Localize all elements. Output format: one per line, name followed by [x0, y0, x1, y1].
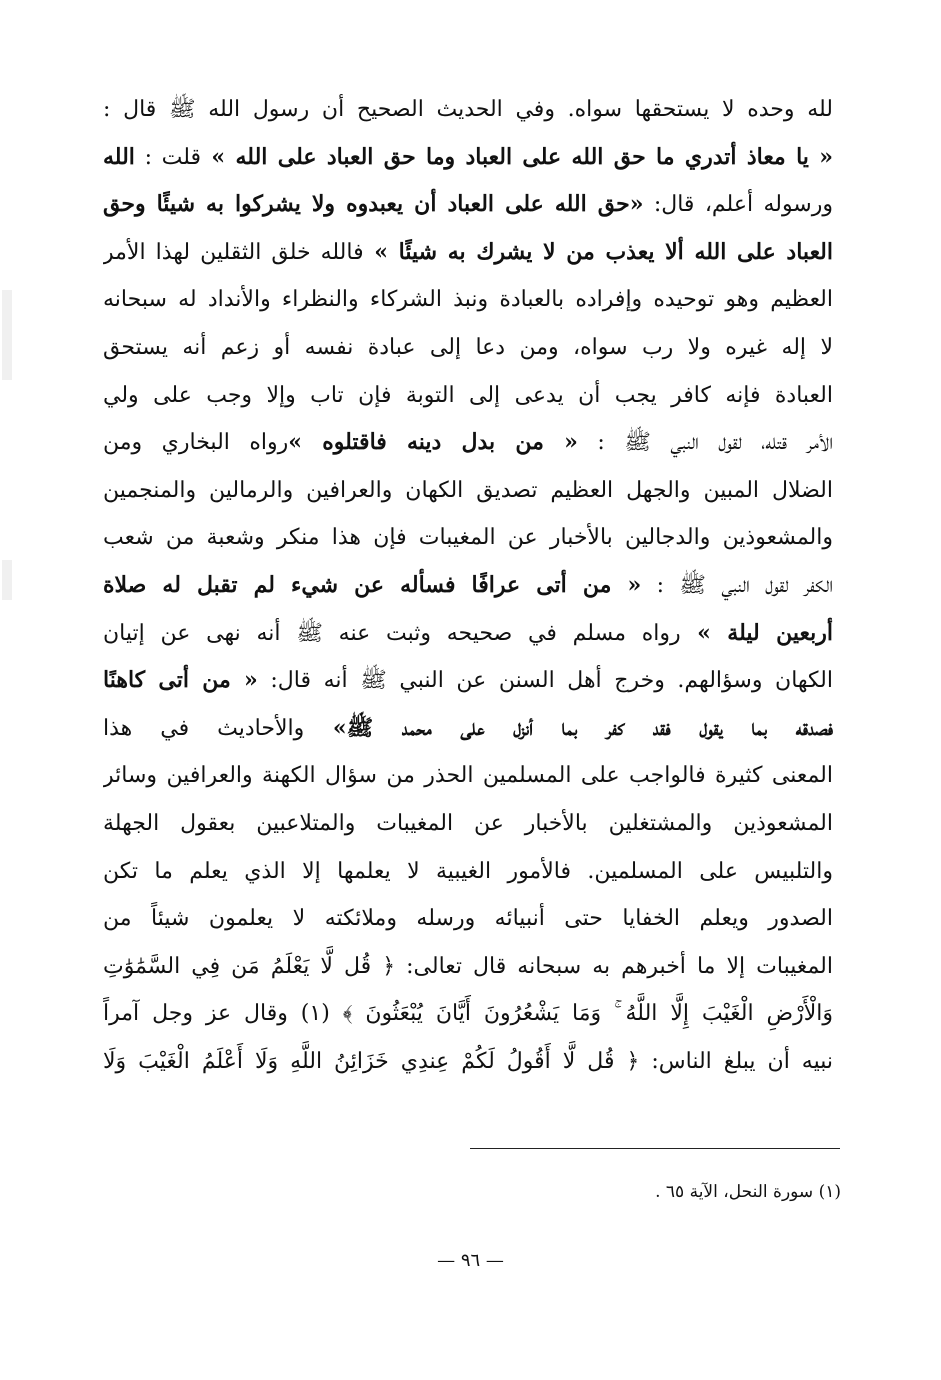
scan-edge-mark [2, 560, 12, 600]
text-segment: الضلال المبين والجهل العظيم تصديق الكهان والعرافين والرمالين والمنجمين [103, 477, 833, 503]
hadith-text: «حق الله على العباد أن يعبدوه ولا يشركوا به شيئًا وحق [103, 191, 644, 218]
text-segment: نبيه أن يبلغ الناس: ﴿ قُل لَّا أَقُولُ لَكُمْ عِندِي خَزَائِنُ اللَّهِ وَلَا أَعْلَمُ الْغَيْبَ وَلَا [103, 1048, 833, 1074]
hadith-text: العباد على الله ألا يعذب من لا يشرك به شيئًا » [363, 238, 833, 265]
text-segment: رواه البخاري ومن [103, 430, 289, 456]
text-segment: والمشعوذين والدجالين بالأخبار عن المغيبات فإن هذا منكر وشعبة من شعب [103, 525, 833, 551]
text-segment: والأحاديث في هذا [103, 715, 305, 741]
hadith-text: فصدقه بما يقول فقد كفر بما أنزل على محمد ﷺ» [304, 714, 833, 741]
main-text [103, 86, 833, 1085]
text-segment: قلت : [134, 144, 202, 170]
text-segment: الكهان وسؤالهم. وخرج أهل السنن عن النبي ﷺ أنه قال: [257, 668, 833, 694]
hadith-text: « من أتى عرافًا فسأله عن شيء لم تقبل له صلاة [103, 571, 642, 598]
text-line [103, 467, 833, 515]
page-number: — ٩٦ — [437, 1250, 504, 1271]
scan-edge-mark [2, 290, 12, 380]
text-line [103, 800, 833, 848]
text-line [103, 181, 833, 229]
text-line [103, 1038, 833, 1086]
text-line [103, 324, 833, 372]
text-line [103, 705, 833, 753]
text-segment: رواه مسلم في صحيحه وثبت عنه ﷺ أنه نهى عن إتيان [103, 620, 681, 646]
text-segment: المغيبات إلا ما أخبرهم به سبحانه قال تعالى: ﴿ قُل لَّا يَعْلَمُ مَن فِي السَّمَٰوَٰتِ [103, 953, 833, 979]
text-segment: والتلبيس على المسلمين. فالأمور الغيبية لا يعلمها إلا الذي يعلم ما تكن [103, 858, 833, 884]
text-line [103, 372, 833, 420]
text-line [103, 895, 833, 943]
text-segment: العظيم وهو توحيده وإفراده بالعبادة ونبذ الشركاء والنظراء والأنداد له سبحانه [103, 287, 833, 313]
text-line [103, 657, 833, 705]
text-segment: لا إله غيره ولا رب سواه، ومن دعا إلى عبادة نفسه أو زعم أنه يستحق [103, 334, 833, 360]
hadith-text: أربعين ليلة » [680, 619, 833, 646]
text-line [103, 752, 833, 800]
hadith-text: « من أتى كاهنًا [103, 667, 258, 694]
text-line [103, 134, 833, 182]
footnote: (١) سورة النحل، الآية ٦٥ . [655, 1182, 841, 1202]
text-line [103, 990, 833, 1038]
text-segment: الصدور ويعلم الخفايا حتى أنبيائه ورسله وملائكته لا يعلمون شيئاً من [103, 906, 833, 932]
hadith-text: « من بدل دينه فاقتلوه » [288, 429, 578, 456]
footnote-separator [470, 1148, 840, 1149]
text-segment: الكفر لقول النبي ﷺ : [641, 572, 833, 598]
text-line [103, 943, 833, 991]
text-line [103, 229, 833, 277]
text-line [103, 276, 833, 324]
text-segment: لله وحده لا يستحقها سواه. وفي الحديث الصحيح أن رسول الله ﷺ قال : [103, 97, 833, 122]
hadith-text: الله [103, 143, 135, 170]
text-line [103, 610, 833, 658]
text-segment: ورسوله أعلم، قال: [643, 192, 833, 218]
text-line [103, 514, 833, 562]
hadith-text: « يا معاذ أتدري ما حق الله على العباد وما حق العباد على الله » [201, 143, 833, 170]
text-segment: وَالْأَرْضِ الْغَيْبَ إِلَّا اللَّهُ ۚ وَمَا يَشْعُرُونَ أَيَّانَ يُبْعَثُونَ ﴾ (١) وقال عز وجل آمراً [103, 1001, 833, 1027]
text-line [103, 848, 833, 896]
text-segment: العبادة فإنه كافر يجب أن يدعى إلى التوبة فإن تاب وإلا وجب على ولي [103, 382, 833, 408]
text-line [103, 419, 833, 467]
text-line [103, 562, 833, 610]
text-segment: الأمر قتله، لقول النبي ﷺ : [577, 430, 833, 456]
text-segment: المشعوذين والمشتغلين بالأخبار عن المغيبات والمتلاعبين بعقول الجهلة [103, 810, 833, 836]
text-segment: المعنى كثيرة فالواجب على المسلمين الحذر من سؤال الكهنة والعرافين وسائر [103, 763, 833, 789]
text-line [103, 86, 833, 134]
text-segment: فالله خلق الثقلين لهذا الأمر [103, 239, 364, 265]
